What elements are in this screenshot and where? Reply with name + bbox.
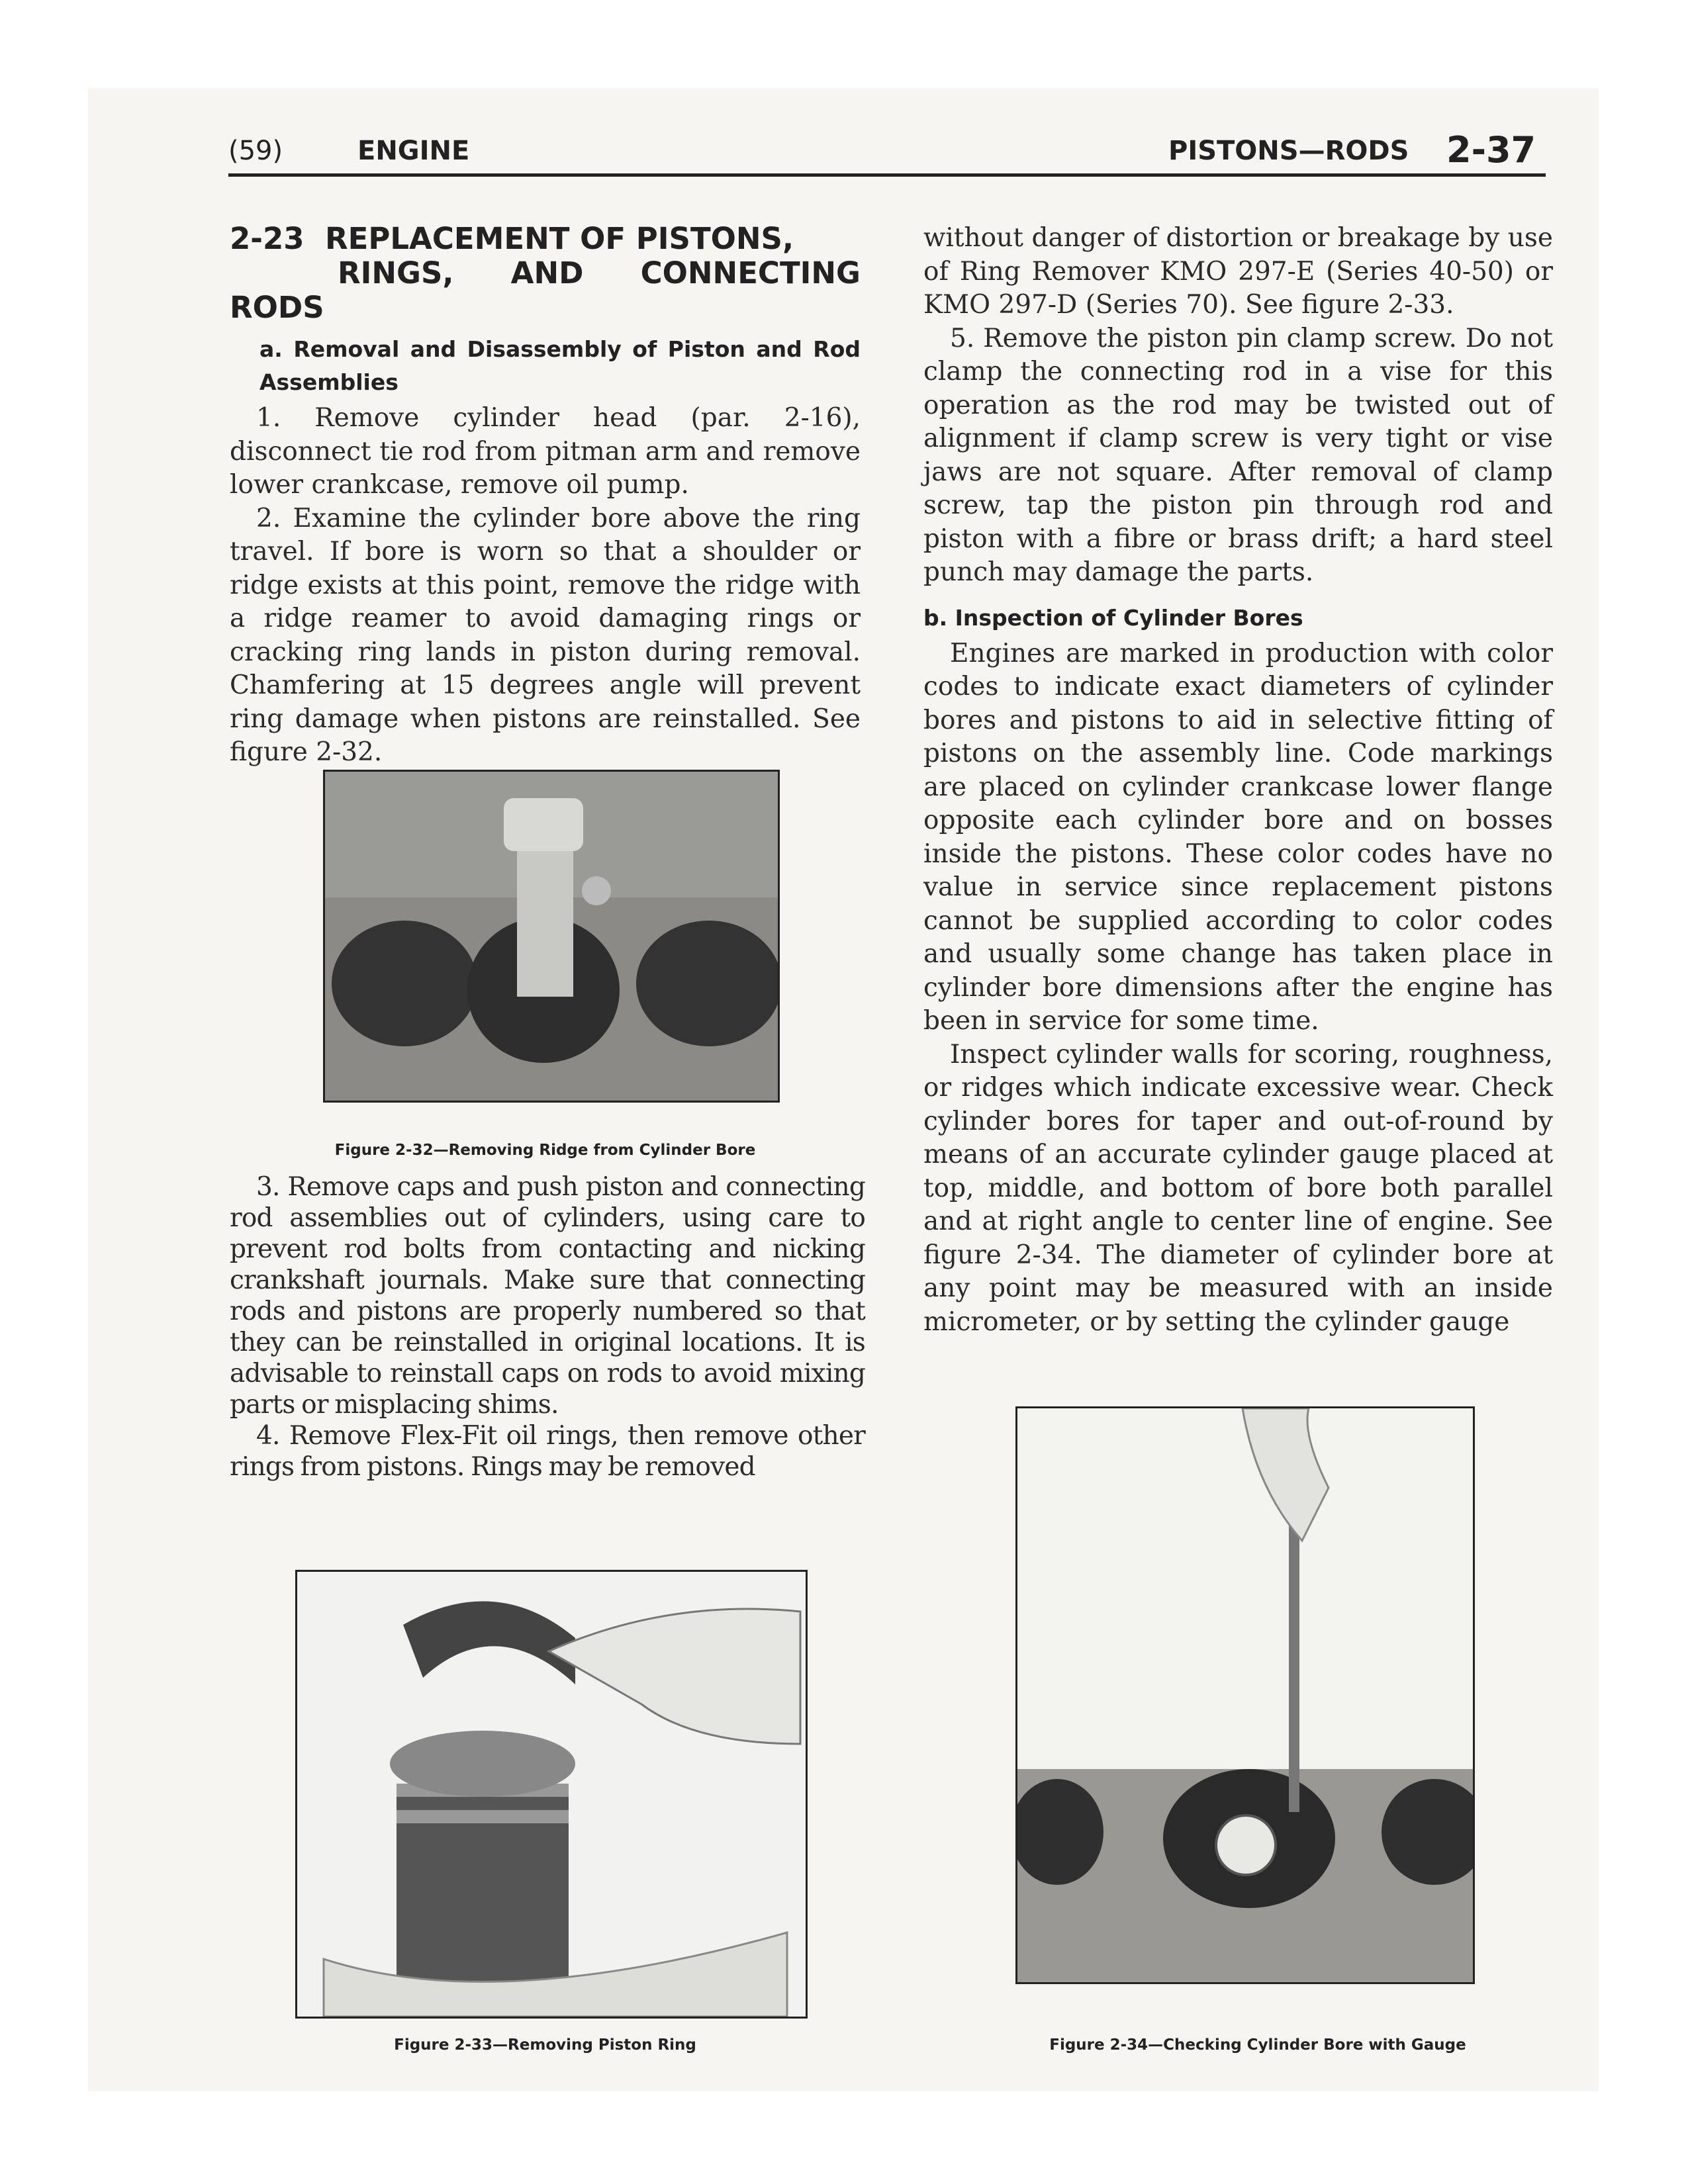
paragraph-3: 3. Remove caps and push piston and connecting rod assemblies out of cylinders, using care to prevent rod bolts from contacting and nicking crankshaft journals. Make sure that connecting rods and pistons are properly numbered so that they can be reinstalled in original locations. It is advisable to reinstall caps on rods to avoid mixing parts or misplacing shims. bbox=[230, 1172, 865, 1420]
figure-2-32-image bbox=[323, 770, 780, 1103]
figure-2-34-image bbox=[1015, 1406, 1475, 1984]
paragraph-2: 2. Examine the cylinder bore above the ring travel. If bore is worn so that a shoulder or ridge exists at this point, remove the ridge with a ridge reamer to avoid damaging rings or cracking ring lands in piston during removal. Chamfering at 15 degrees angle will prevent ring damage when pistons are reinstalled. See figure 2-32. bbox=[230, 503, 861, 767]
section-title-line2: RINGS, AND CONNECTING RODS bbox=[230, 255, 861, 325]
paragraph-4-continued: without danger of distortion or breakage by use of Ring Remover KMO 297-E (Series 40-50) or KMO 297-D (Series 70). See figure 2-33. bbox=[923, 223, 1553, 320]
section-title bbox=[230, 222, 861, 325]
topic-header: PISTONS—RODS bbox=[1168, 136, 1409, 166]
figure-2-34-caption: Figure 2-34—Checking Cylinder Bore with Gauge bbox=[1049, 2036, 1466, 2054]
paragraph-5: 5. Remove the piston pin clamp screw. Do not clamp the connecting rod in a vise for this operation as the rod may be twisted out of alignment if clamp screw is very tight or vise jaws are not square. After removal of clamp screw, tap the piston pin through rod and piston with a fibre or brass drift; a hard steel punch may damage the parts. bbox=[923, 323, 1553, 587]
section-header: ENGINE bbox=[357, 136, 470, 166]
cylinder-gauge-illustration bbox=[1017, 1408, 1473, 1982]
paragraph-b1: Engines are marked in production with color codes to indicate exact diameters of cylinder bores and pistons to aid in selective fitting of pistons on the assembly line. Code markings are placed on cylinder crankcase lower flange opposite each cylinder bore and on bosses inside the pistons. These color codes have no value in service since replacement pistons cannot be supplied according to color codes and usually some change has taken place in cylinder bore dimensions after the engine has been in service for some time. bbox=[923, 638, 1553, 1036]
left-column bbox=[230, 222, 861, 770]
subhead-a: a. Removal and Disassembly of Piston and Rod Assemblies bbox=[259, 336, 861, 395]
page-ref: (59) bbox=[228, 136, 283, 166]
figure-2-33-image bbox=[295, 1570, 808, 2019]
left-column-continued bbox=[230, 1171, 865, 1482]
figure-2-32-caption: Figure 2-32—Removing Ridge from Cylinder Bore bbox=[334, 1142, 756, 1159]
header-rule bbox=[228, 173, 1546, 177]
subhead-b: b. Inspection of Cylinder Bores bbox=[923, 604, 1303, 631]
ridge-reamer-illustration bbox=[325, 772, 778, 1101]
paragraph-4: 4. Remove Flex-Fit oil rings, then remove other rings from pistons. Rings may be removed bbox=[230, 1421, 865, 1482]
section-number: 2-23 bbox=[230, 221, 305, 256]
piston-ring-removal-illustration bbox=[297, 1572, 806, 2017]
paragraph-b2: Inspect cylinder walls for scoring, roughness, or ridges which indicate excessive wear. Check cylinder bores for taper and out-of-round by means of an accurate cylinder gauge placed at top, middle, and bottom of bore both parallel and at right angle to center line of engine. See figure 2-34. The diameter of cylinder bore at any point may be measured with an inside micrometer, or by setting the cylinder gauge bbox=[923, 1039, 1553, 1337]
section-title-line1: REPLACEMENT OF PISTONS, bbox=[324, 221, 794, 256]
right-column bbox=[923, 222, 1553, 1339]
figure-2-33-caption: Figure 2-33—Removing Piston Ring bbox=[394, 2036, 696, 2054]
paragraph-1: 1. Remove cylinder head (par. 2-16), disconnect tie rod from pitman arm and remove lower crankcase, remove oil pump. bbox=[230, 403, 861, 500]
page-number: 2-37 bbox=[1446, 129, 1536, 171]
